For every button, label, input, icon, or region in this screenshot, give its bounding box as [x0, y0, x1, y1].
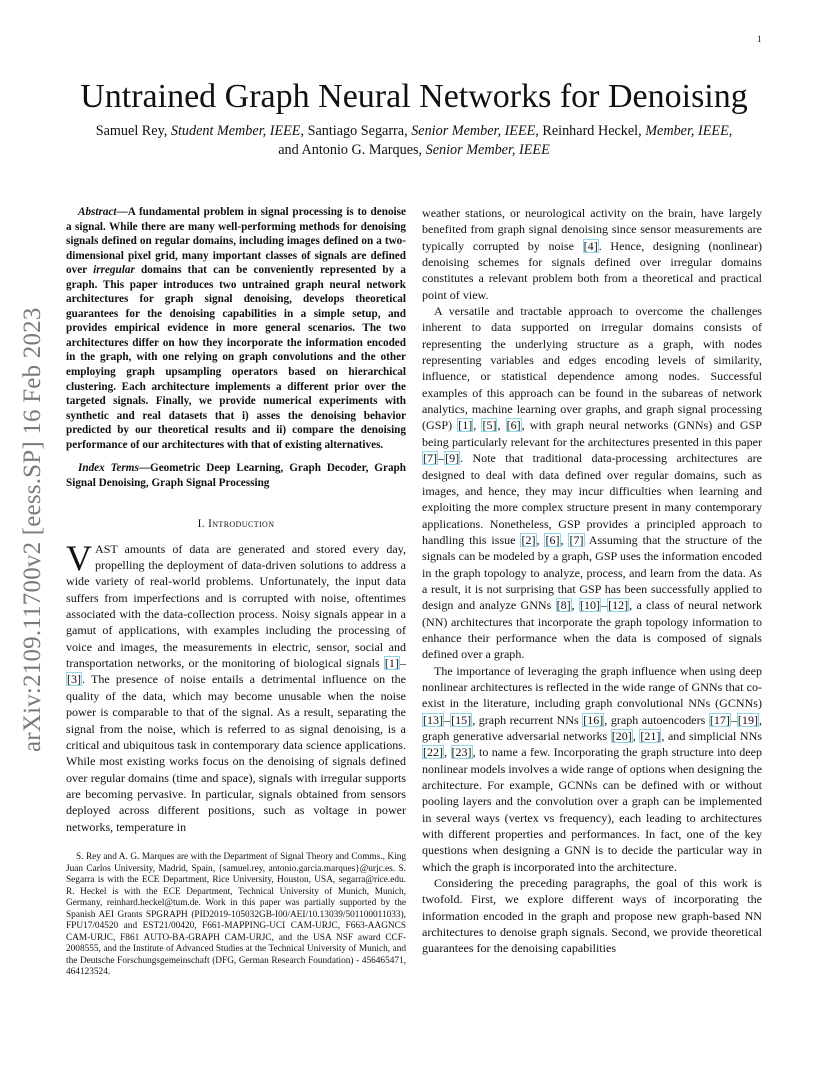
page-number: 1	[757, 34, 762, 44]
separator: ,	[560, 532, 569, 547]
paragraph-text: The importance of leveraging the graph influence when using deep nonlinear architectures is reflected in the wide range of GNNs that co-exist in the literature, including graph convolutional NNs (GCNNs)	[422, 663, 762, 711]
citation-link[interactable]: [23]	[451, 745, 472, 760]
separator: ,	[632, 729, 640, 743]
separator: ,	[473, 418, 482, 433]
author-role: Senior Member, IEEE	[411, 123, 536, 139]
citation-link[interactable]: [4]	[583, 238, 598, 253]
abstract-text: —A fundamental problem in signal processing is to denoise a signal. While there are many well-performing methods for denoising signals defined on regular domains, including images defined on a two-dimensional pixel grid, many important classes of signals are defined over	[66, 206, 406, 277]
paragraph-text: weather stations, or neurological activity on the brain, have largely benefited from graph signal denoising since sensor measurements are typically corrupted by noise	[422, 206, 762, 253]
paragraph-text: , graph generative adversarial networks	[422, 712, 763, 743]
citation-link[interactable]: [6]	[545, 532, 560, 547]
citation-link[interactable]: [9]	[445, 451, 460, 466]
section-title: Introduction	[208, 518, 275, 531]
paragraph-text: Assuming that the structure of the signals can be modeled by a graph, GSP uses the information encoded in the graph topology to analyze, process, and learn from the data. As a result, it is not surprising that GSP has been successfully applied to design and analyze GNNs	[422, 532, 762, 613]
index-terms-label: Index Terms	[78, 462, 139, 475]
paragraph-text: , graph autoencoders	[604, 712, 709, 727]
paragraph-text: AST amounts of data are generated and stored every day, propelling the deployment of data-driven solutions to address a wide variety of real-world problems. Unfortunately, the input data suffers from imperfections and is corrupted with noise, oftentimes associated with the data-collection process. Noisy signals appear in a gamut of applications, with examples including the processing of voice and images, the measurements in electric, sensor, social and transportation networks, or the monitoring of biological signals	[66, 541, 406, 671]
right-column	[422, 205, 762, 957]
section-number: I.	[197, 518, 205, 531]
paragraph-text: Considering the preceding paragraphs, the goal of this work is twofold. First, we explore different ways of incorporating the information encoded in the graph and propose new graph-based NN architectures to denoise graph signals. Second, we provide theoretical guarantees for the denoising capabilities	[422, 876, 762, 956]
abstract-text-cont: domains that can be conveniently represented by a graph. This paper introduces two untrained graph neural network architectures for graph signal denoising, develops theoretical guarantees for the denoising capabilities in a simple setup, and provides empirical evidence in more general scenarios. The two architectures differ on how they incorporate the information encoded in the graph, with one relying on graph convolutions and the other employing graph upsampling operators based on hierarchical clustering. Each architecture implements a different prior over the targeted signals. Finally, we provide numerical experiments with synthetic and real datasets that i) asses the denoising behavior predicted by our theoretical results and ii) compare the denoising performance of our architectures with that of existing alternatives.	[66, 264, 406, 451]
author-list	[60, 122, 768, 160]
paper-title: Untrained Graph Neural Networks for Denoising	[80, 78, 748, 115]
author-role: Senior Member, IEEE	[425, 142, 550, 158]
paragraph-text: , a class of neural network (NN) architectures that incorporate the graph topology information to enhance their performance when the data is composed of signals defined over a graph.	[422, 598, 762, 662]
affiliation-footnote: S. Rey and A. G. Marques are with the Department of Signal Theory and Comms., King Juan Carlos University, Madrid, Spain, {samuel.rey, antonio.garcia.marques}@urjc.es. S. Segarra is with the ECE Department, Rice University, Houston, USA, segarra@rice.edu. R. Heckel is with the ECE Department, Technical University of Munich, Munich, Germany, reinhard.heckel@tum.de. Work in this paper was partially supported by the Spanish AEI Grants SPGRAPH (PID2019-105032GB-I00/AEI/10.13039/501100011033), FPU17/04520 and EST21/00420, F661-MAPPING-UCI CAM-URJC, F663-AAGNCS CAM-URJC, F861 AUTO-BA-GRAPH CAM-URJC, and the USA NSF award CCF-2008555, and the Institute of Advanced Studies at the Technical University of Munich, and the Deutsche Forschungsgemeinschaft (DFG, German Research Foundation) - 456465471, 464123524.	[66, 852, 406, 978]
range-dash: –	[444, 712, 451, 727]
separator: ,	[444, 745, 451, 760]
separator: ,	[571, 598, 579, 613]
citation-link[interactable]: [3]	[67, 672, 82, 687]
range-dash: –	[730, 712, 737, 727]
author-separator: ,	[728, 123, 733, 139]
citation-link[interactable]: [6]	[506, 418, 521, 433]
author-name: , Santiago Segarra,	[300, 123, 412, 139]
paragraph-text: , with graph neural networks (GNNs) and GSP being particularly relevant for the architectures presented in this paper	[422, 418, 762, 449]
citation-link[interactable]: [2]	[521, 532, 536, 547]
paragraph-text: , to name a few. Incorporating the graph structure into deep nonlinear models involves a wide range of options when designing the architecture. For example, GCNNs can be defined with or without pooling layers and the convolution over a graph can be implemented in several ways (vertex vs frequency), each leading to architectures with different properties and performances. In fact, one of the key questions when designing a GNN is to decide the particular way in which the graph is incorporated into the architecture.	[422, 745, 763, 874]
citation-link[interactable]: [8]	[556, 598, 571, 613]
paragraph-text: . Hence, designing (nonlinear) denoising schemes for signals defined over irregular domains constitutes a relevant problem both from a theoretical and practical point of view.	[422, 238, 762, 302]
abstract-emphasis: irregular	[93, 264, 135, 277]
citation-link[interactable]: [13]	[423, 712, 444, 727]
citation-link[interactable]: [7]	[423, 451, 438, 466]
left-column	[66, 205, 406, 835]
range-dash: –	[601, 598, 608, 613]
section-heading	[66, 516, 406, 532]
citation-link[interactable]: [22]	[423, 745, 444, 760]
citation-link[interactable]: [1]	[384, 656, 399, 671]
paragraph-text: . The presence of noise entails a detrimental influence on the quality of the data, which may become unusable when the noise power is comparable to that of the signal. As a result, separating the signal from the noise, which is referred to as signal denoising, is a critical and ubiquitous task in contemporary data science applications. While most existing works focus on the denoising of signals defined over regular domains (time and space), signals with irregular supports are becoming pervasive. In particular, signals obtained from sensors deployed across different positions, such as voltage in power networks, temperature in	[66, 672, 406, 834]
citation-link[interactable]: [20]	[611, 729, 632, 743]
range-dash: –	[399, 656, 406, 671]
citation-link[interactable]: [21]	[640, 729, 661, 743]
citation-link[interactable]: [12]	[608, 598, 629, 613]
index-terms-text: —Geometric Deep Learning, Graph Decoder, Graph Signal Denoising, Graph Signal Processing	[66, 462, 406, 489]
range-dash: –	[438, 451, 445, 466]
citation-link[interactable]: [17]	[709, 712, 730, 727]
author-name: Samuel Rey,	[95, 123, 171, 139]
citation-link[interactable]: [16]	[583, 712, 604, 727]
intro-paragraph	[66, 537, 406, 835]
body-paragraph	[422, 205, 762, 303]
author-role: Member, IEEE	[645, 123, 729, 139]
citation-link[interactable]: [7]	[569, 532, 584, 547]
citation-link[interactable]: [5]	[482, 418, 497, 433]
body-paragraph	[422, 663, 762, 875]
citation-link[interactable]: [19]	[737, 712, 758, 727]
author-name: , Reinhard Heckel,	[535, 123, 646, 139]
index-terms	[66, 461, 406, 490]
paragraph-text: . Note that traditional data-processing architectures are designed to deal with data defined over regular domains, such as images, and hence, they may incur difficulties when learning and exploiting the more complex structure present in many contemporary applications. Nonetheless, GSP provides a principled approach to handling this issue	[422, 451, 762, 547]
author-role: Student Member, IEEE	[170, 123, 301, 139]
separator: ,	[497, 418, 506, 433]
paragraph-text: A versatile and tractable approach to overcome the challenges inherent to data supported on irregular domains consists of representing the underlying structure as a graph, with nodes representing variables and edges encoding levels of similarity, influence, or statistical dependence among nodes. Successful examples of this approach can be found in the subareas of network analytics, machine learning over graphs, and graph signal processing (GSP)	[422, 304, 762, 433]
author-name: and Antonio G. Marques,	[278, 142, 426, 158]
citation-link[interactable]: [15]	[451, 712, 472, 727]
abstract-label: Abstract	[78, 206, 117, 218]
paragraph-text: , and simplicial NNs	[661, 729, 762, 743]
abstract	[66, 205, 406, 452]
separator: ,	[536, 532, 545, 547]
body-paragraph	[422, 303, 762, 663]
body-paragraph	[422, 875, 762, 957]
citation-link[interactable]: [10]	[579, 598, 601, 613]
drop-cap: V	[66, 537, 92, 578]
arxiv-identifier[interactable]: arXiv:2109.11700v2 [eess.SP] 16 Feb 2023	[19, 307, 46, 753]
paragraph-text: , graph recurrent NNs	[472, 712, 583, 727]
citation-link[interactable]: [1]	[458, 418, 473, 433]
